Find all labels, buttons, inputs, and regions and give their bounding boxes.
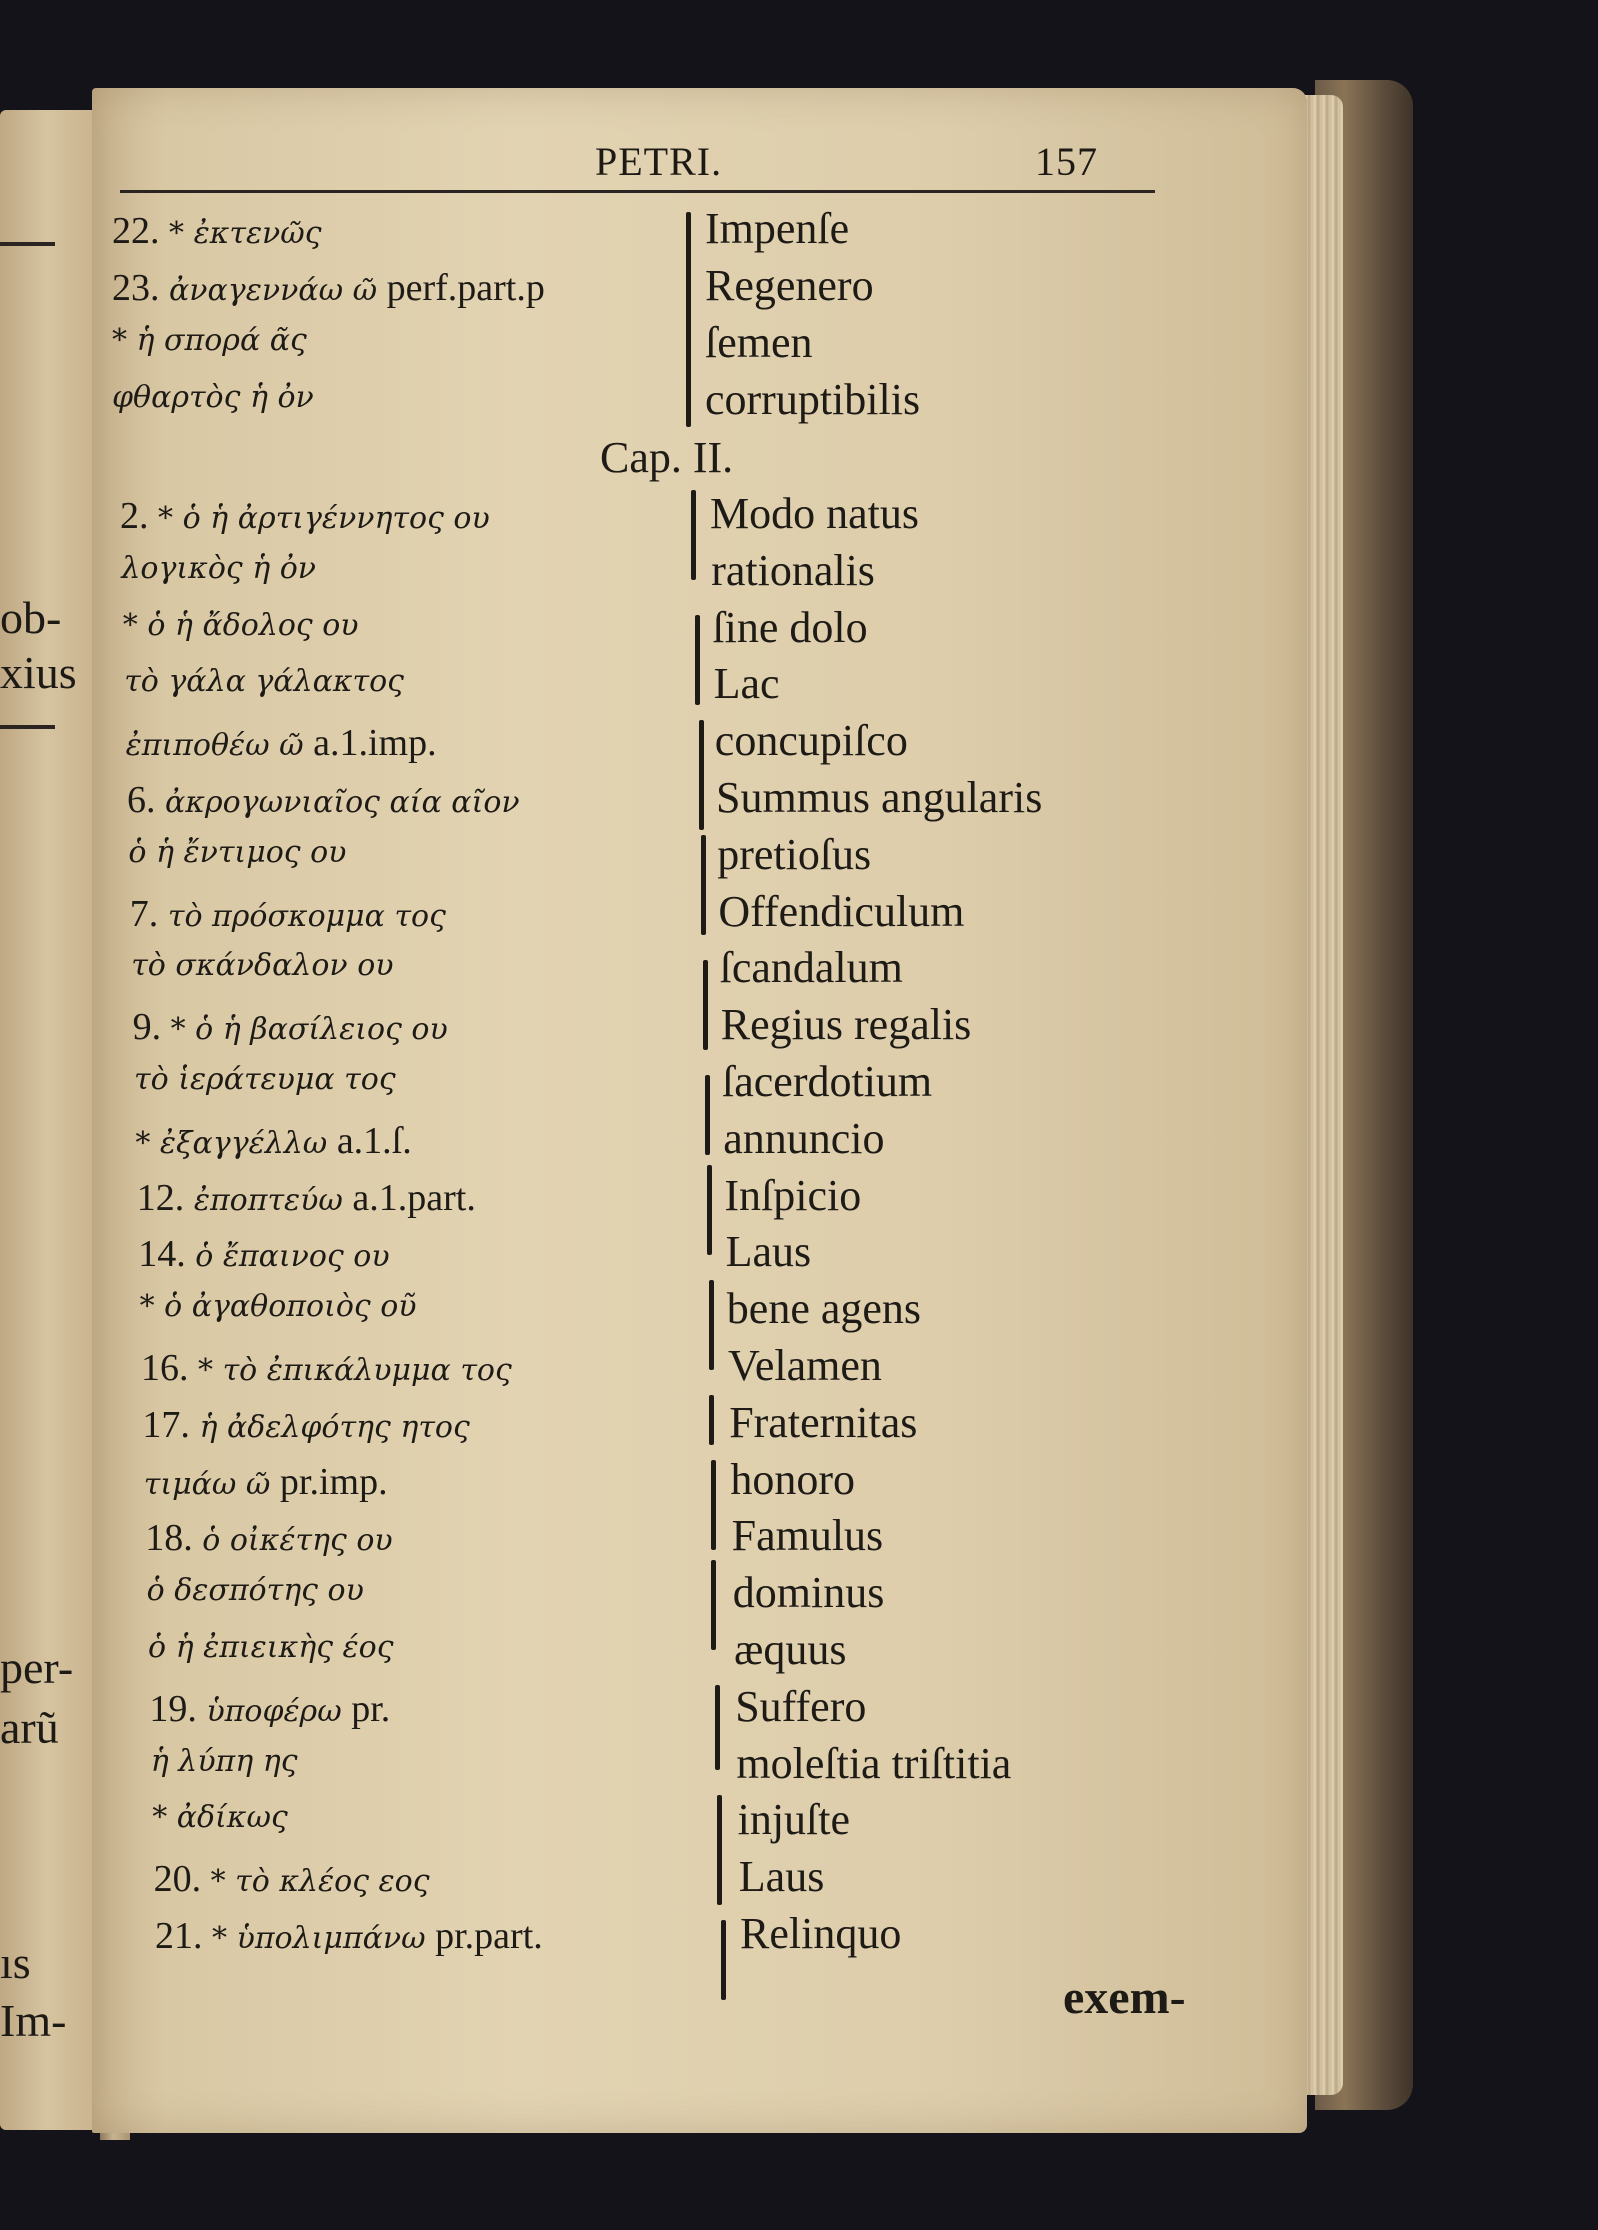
- left-page-fragment: xius: [0, 647, 77, 698]
- greek-headword: [144, 1460, 388, 1504]
- bracket-bar: [711, 1560, 716, 1650]
- greek-word: ὁ δεσπότης ου: [146, 1573, 364, 1609]
- bracket-bar: [709, 1395, 714, 1445]
- grammar-note: pr.part.: [435, 1915, 543, 1957]
- greek-headword: [126, 721, 437, 765]
- greek-word: ὁ ἡ ἐπιεικὴς έος: [148, 1630, 394, 1665]
- grammar-note: a.1.ſ.: [336, 1119, 412, 1162]
- latin-gloss: moleſtia triſtitia: [736, 1738, 1012, 1788]
- latin-gloss: Laus: [738, 1852, 825, 1902]
- latin-gloss: Regenero: [705, 261, 874, 310]
- latin-gloss: corruptibilis: [705, 375, 921, 424]
- greek-headword: [112, 380, 314, 415]
- greek-headword: [149, 1687, 390, 1731]
- latin-gloss: annuncio: [723, 1113, 885, 1163]
- bracket-bar: [695, 615, 700, 705]
- bracket-bar: [709, 1280, 714, 1370]
- latin-gloss: dominus: [732, 1568, 885, 1618]
- latin-gloss: injuſte: [737, 1795, 851, 1845]
- verse-number: 2.: [120, 495, 149, 537]
- greek-headword: [121, 551, 316, 586]
- latin-gloss: Famulus: [731, 1511, 884, 1561]
- verse-number: 23.: [112, 267, 160, 309]
- latin-gloss: Laus: [725, 1227, 812, 1277]
- grammar-note: pr.: [351, 1687, 391, 1730]
- greek-word: * ὁ ἡ ἄδολος ου: [122, 607, 359, 643]
- bracket-bar: [701, 835, 706, 935]
- latin-gloss: Fraternitas: [729, 1397, 918, 1447]
- greek-word: ὁ οἰκέτης ου: [202, 1523, 393, 1559]
- verse-number: 14.: [138, 1233, 186, 1276]
- verse-number: 16.: [141, 1347, 189, 1389]
- verse-number: 17.: [142, 1403, 190, 1446]
- bracket-bar: [703, 960, 708, 1050]
- greek-headword: [134, 1062, 396, 1097]
- latin-gloss: ſacerdotium: [722, 1057, 933, 1106]
- latin-gloss: æquus: [734, 1625, 847, 1674]
- latin-gloss: Suffero: [735, 1681, 867, 1731]
- greek-word: ὁ ἔπαινος ου: [195, 1239, 390, 1275]
- verse-number: 18.: [145, 1517, 193, 1560]
- greek-headword: [112, 323, 307, 358]
- verse-number: 12.: [136, 1176, 185, 1219]
- greek-headword: [140, 1289, 417, 1324]
- greek-word: * ὁ ἡ ἀρτιγέννητος ου: [158, 501, 490, 536]
- greek-word: τὸ γάλα γάλακτος: [124, 664, 404, 700]
- latin-gloss: Impenſe: [705, 204, 850, 253]
- greek-headword: [133, 1005, 448, 1049]
- greek-word: * ὑπολιμπάνω: [212, 1921, 426, 1956]
- catchword: exem-: [1063, 1971, 1186, 2024]
- verse-number: 22.: [112, 210, 160, 252]
- greek-word: * ἀδίκως: [152, 1800, 288, 1836]
- greek-word: ἀναγεννάω ῶ: [169, 273, 378, 308]
- latin-gloss: Lac: [713, 659, 780, 709]
- latin-gloss: Offendiculum: [718, 886, 965, 936]
- verse-number: 19.: [149, 1687, 197, 1730]
- latin-gloss: pretioſus: [717, 829, 872, 879]
- bracket-bar: [707, 1165, 712, 1255]
- verse-number: 9.: [132, 1006, 162, 1049]
- greek-word: * τὸ κλέος εος: [210, 1864, 430, 1900]
- greek-headword: [127, 778, 520, 822]
- greek-word: * ἐξαγγέλλω: [135, 1125, 328, 1161]
- left-page-fragment: Im-: [0, 1995, 67, 2046]
- greek-word: φθαρτὸς ἡ ὀν: [112, 380, 314, 415]
- chapter-heading: Cap. II.: [600, 433, 734, 482]
- greek-word: τὸ ἱεράτευμα τος: [134, 1062, 396, 1097]
- greek-headword: [148, 1630, 394, 1665]
- greek-word: λογικὸς ἡ ὀν: [121, 550, 317, 586]
- greek-word: τιμάω ῶ: [143, 1466, 271, 1502]
- left-page-rule: [0, 242, 55, 246]
- greek-headword: [112, 266, 545, 310]
- greek-headword: [152, 1800, 288, 1835]
- greek-headword: [130, 892, 446, 936]
- greek-headword: [151, 1744, 298, 1779]
- verse-number: 21.: [155, 1915, 203, 1957]
- grammar-note: perf.part.p: [386, 267, 545, 309]
- bracket-bar: [699, 720, 704, 830]
- bracket-bar: [717, 1795, 722, 1905]
- greek-word: * ἡ σπορά ᾶς: [112, 323, 307, 358]
- greek-word: τὸ σκάνδαλον ου: [131, 948, 394, 984]
- greek-word: ἀκρογωνιαῖος αία αῖον: [165, 785, 520, 820]
- bracket-bar: [715, 1685, 720, 1770]
- greek-headword: [128, 835, 346, 870]
- verse-number: 7.: [129, 892, 159, 935]
- greek-headword: [123, 608, 359, 643]
- running-head-title: PETRI.: [595, 139, 723, 184]
- bracket-bar: [691, 490, 696, 580]
- latin-gloss: Inſpicio: [724, 1170, 862, 1220]
- verse-number: 6.: [127, 779, 156, 821]
- bracket-bar: [711, 1460, 716, 1550]
- left-page-fragment: per-: [0, 1642, 74, 1693]
- latin-gloss: ſcandalum: [719, 943, 903, 993]
- header-rule: [120, 190, 1155, 193]
- latin-gloss: ſemen: [705, 318, 813, 367]
- grammar-note: a.1.part.: [352, 1176, 476, 1219]
- greek-word: * ὁ ἡ βασίλειος ου: [170, 1012, 448, 1048]
- latin-gloss: Relinquo: [740, 1909, 902, 1958]
- greek-headword: [135, 1119, 411, 1163]
- latin-gloss: concupiſco: [714, 716, 908, 766]
- left-page-fragment: arũ: [0, 1702, 59, 1753]
- greek-headword: [147, 1573, 364, 1608]
- greek-word: * ἐκτενῶς: [169, 216, 322, 251]
- greek-headword: [112, 209, 322, 253]
- greek-headword: [145, 1516, 392, 1560]
- bracket-bar: [721, 1920, 726, 2000]
- bracket-bar: [705, 1075, 710, 1155]
- grammar-note: a.1.imp.: [313, 722, 437, 765]
- greek-headword: [131, 948, 393, 983]
- greek-headword: [154, 1857, 430, 1901]
- left-page-fragment: ob-: [0, 592, 62, 643]
- greek-word: * ὁ ἀγαθοποιὸς οῦ: [139, 1289, 417, 1325]
- greek-headword: [138, 1232, 389, 1276]
- greek-word: τὸ πρόσκομμα τος: [167, 898, 446, 934]
- greek-headword: [137, 1176, 476, 1220]
- verse-number: 20.: [153, 1858, 202, 1901]
- greek-headword: [155, 1914, 543, 1958]
- grammar-note: pr.imp.: [279, 1460, 388, 1503]
- greek-headword: [141, 1346, 512, 1390]
- greek-word: ἡ ἀδελφότης ητος: [199, 1409, 470, 1445]
- bracket-bar: [686, 212, 691, 427]
- latin-gloss: rationalis: [711, 545, 875, 595]
- latin-gloss: Modo natus: [710, 489, 919, 538]
- greek-word: ἡ λύπη ης: [150, 1743, 298, 1779]
- latin-gloss: Velamen: [728, 1341, 882, 1390]
- page-number: 157: [1035, 139, 1098, 184]
- greek-word: * τὸ ἐπικάλυμμα τος: [198, 1353, 512, 1388]
- latin-gloss: honoro: [730, 1454, 856, 1504]
- greek-word: ἐποπτεύω: [193, 1182, 343, 1218]
- greek-headword: [142, 1403, 469, 1447]
- latin-gloss: Summus angularis: [716, 773, 1043, 822]
- left-page-rule: [0, 725, 55, 729]
- latin-gloss: ſine dolo: [712, 602, 868, 652]
- greek-word: ὁ ἡ ἔντιμος ου: [128, 834, 347, 870]
- left-page-fragment: ıs: [0, 1937, 31, 1988]
- greek-headword: [124, 664, 404, 699]
- greek-headword: [120, 494, 490, 538]
- latin-gloss: bene agens: [726, 1284, 922, 1334]
- latin-gloss: Regius regalis: [720, 1000, 972, 1050]
- greek-word: ὑποφέρω: [206, 1693, 342, 1729]
- greek-word: ἐπιποθέω ῶ: [125, 728, 304, 764]
